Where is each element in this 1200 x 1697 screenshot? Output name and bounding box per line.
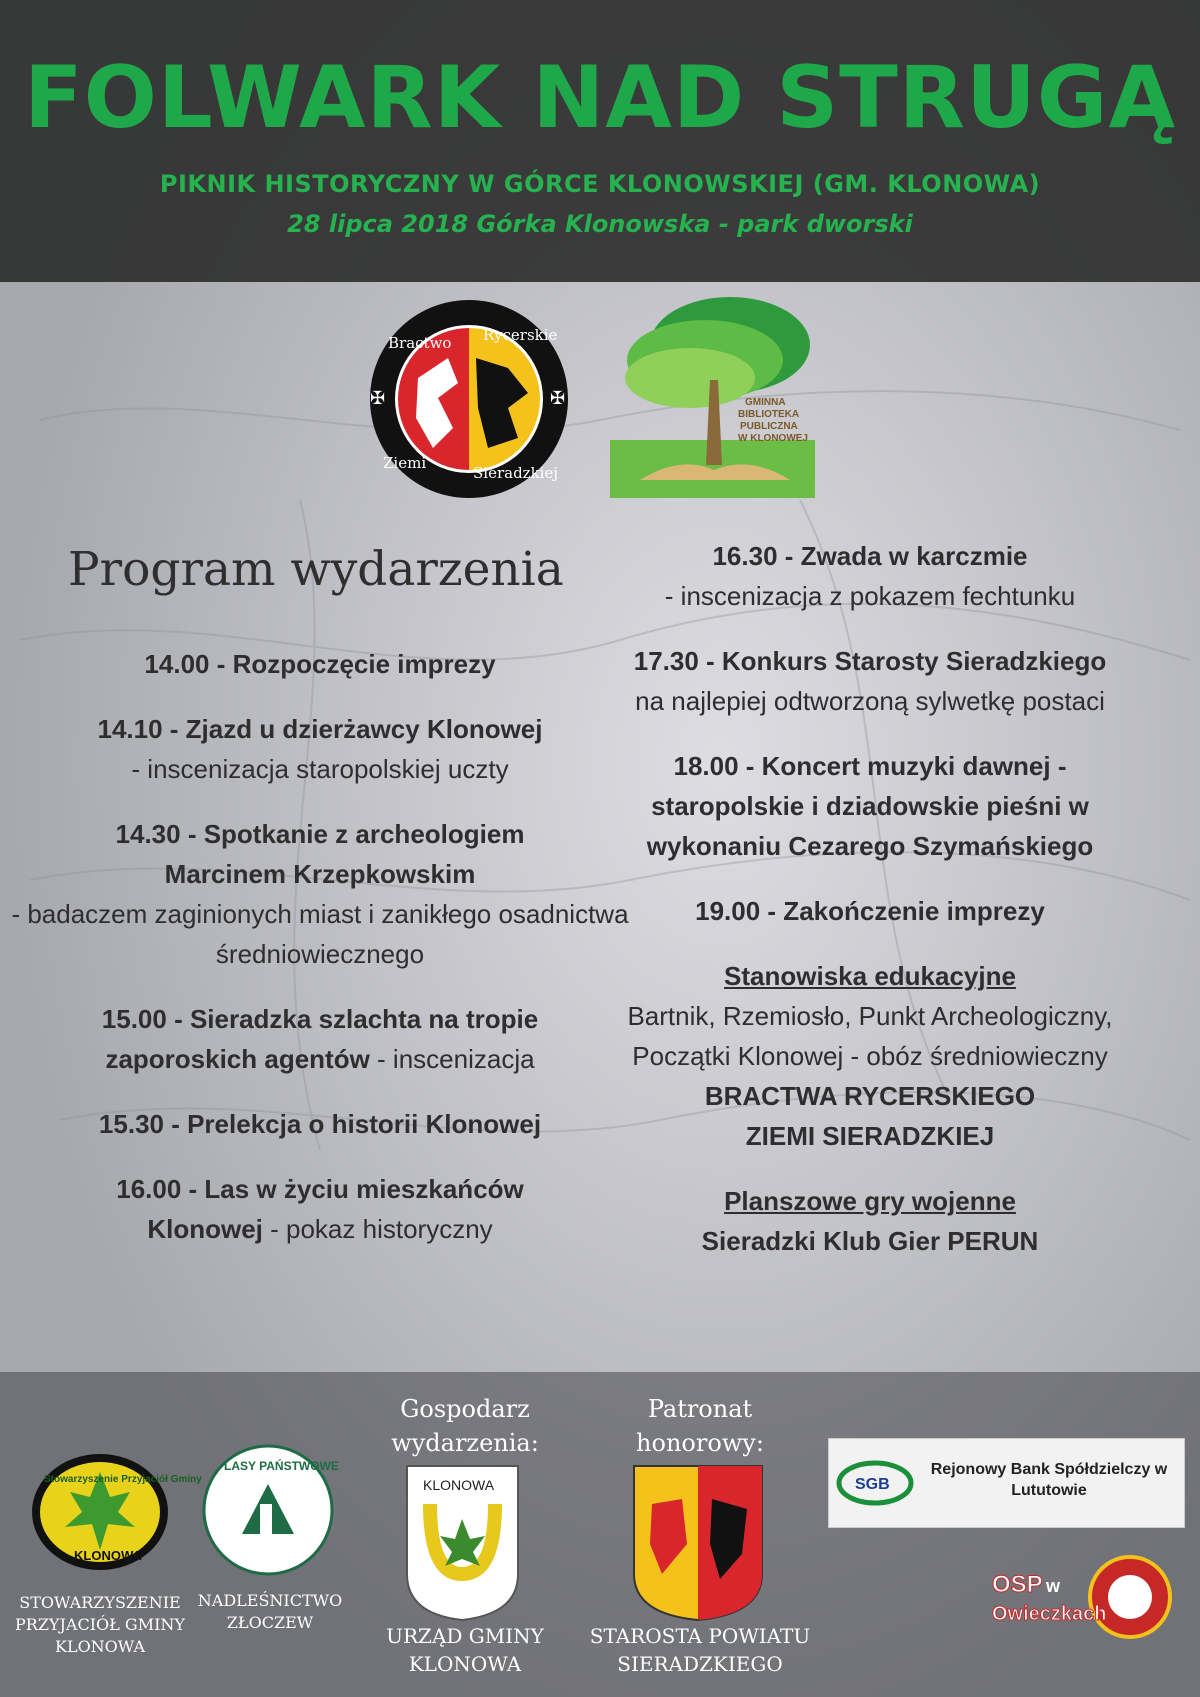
sgb-logo-text: SGB	[855, 1476, 890, 1493]
lasy-label: NADLEŚNICTWO ZŁOCZEW	[197, 1591, 343, 1632]
stanowiska-text: Bartnik, Rzemiosło, Punkt Archeologiczny, Początki Klonowej - obóz średniowieczny	[627, 1001, 1113, 1071]
stowarzyszenie-ring-text: Stowarzyszenie Przyjaciół Gminy	[44, 1474, 202, 1485]
program-left-column	[11, 644, 629, 1274]
item-title: 16.30 - Zwada w karczmie	[712, 541, 1028, 571]
program-item	[40, 644, 600, 684]
item-desc: - badaczem zaginionych miast i zanikłego osadnictwa średniowiecznego	[11, 899, 629, 969]
item-desc: - inscenizacja	[369, 1044, 535, 1074]
gry-club: Sieradzki Klub Gier PERUN	[701, 1226, 1039, 1256]
program-right-column	[590, 536, 1150, 1286]
program-item	[40, 709, 600, 789]
item-desc: - pokaz historyczny	[262, 1214, 493, 1244]
osp-owieczki-logo	[990, 1542, 1190, 1642]
item-title: 19.00 - Zakończenie imprezy	[695, 896, 1045, 926]
stowarzyszenie-bottom-text: KLONOWA	[74, 1548, 142, 1563]
program-item	[40, 1169, 600, 1249]
program-item	[590, 891, 1150, 931]
program-item	[40, 1104, 600, 1144]
svg-text:✠: ✠	[370, 388, 386, 408]
item-desc: - inscenizacja z pokazem fechtunku	[664, 581, 1076, 611]
library-text-2: BIBLIOTEKA	[738, 409, 800, 420]
svg-text:✠: ✠	[550, 388, 566, 408]
item-title: 14.30 - Spotkanie z archeologiem Marcinem Krzepkowskim	[115, 819, 525, 889]
bractwo-rycerskie-logo	[358, 298, 580, 500]
klonowa-crest	[405, 1464, 520, 1622]
program-item	[11, 814, 629, 974]
patronat-label: STAROSTA POWIATU SIERADZKIEGO	[589, 1624, 811, 1676]
stanowiska-heading: Stanowiska edukacyjne	[724, 961, 1016, 991]
biblioteka-logo	[610, 290, 820, 500]
item-title: 14.10 - Zjazd u dzierżawcy Klonowej	[97, 714, 543, 744]
item-title: 17.30 - Konkurs Starosty Sieradzkiego	[633, 646, 1107, 676]
bank-name: Rejonowy Bank Spółdzielczy w Lututowie	[930, 1461, 1168, 1499]
main-content	[0, 282, 1200, 1372]
program-item	[590, 641, 1150, 721]
item-title: 16.00 - Las w życiu mieszkańców Klonowej	[116, 1174, 524, 1244]
footer-sponsors	[0, 1372, 1200, 1697]
osp-text: OSP	[992, 1571, 1043, 1598]
item-title: 18.00 - Koncert muzyki dawnej - staropolskie i dziadowskie pieśni w wykonaniu Cezarego Szymańskiego	[646, 751, 1094, 861]
library-text-1: GMINNA	[745, 397, 786, 408]
gry-heading: Planszowe gry wojenne	[724, 1186, 1016, 1216]
osp-w-text: w	[1046, 1576, 1061, 1596]
program-item	[40, 999, 600, 1079]
stanowiska-bractwo: BRACTWA RYCERSKIEGO ZIEMI SIERADZKIEJ	[704, 1081, 1036, 1151]
item-title: 15.00 - Sieradzka szlachta na tropie zaporoskich agentów	[101, 1004, 539, 1074]
gospodarz-heading: Gospodarz wydarzenia:	[391, 1395, 539, 1457]
header-banner	[0, 0, 1200, 282]
stowarzyszenie-label: STOWARZYSZENIE PRZYJACIÓŁ GMINY KLONOWA	[15, 1593, 185, 1656]
lasy-ring-text: LASY PAŃSTWOWE	[224, 1459, 339, 1473]
item-desc: na najlepiej odtworzoną sylwetkę postaci	[635, 686, 1105, 716]
event-date-place: 28 lipca 2018 Górka Klonowska - park dworski	[287, 210, 913, 238]
sgb-logo	[835, 1457, 915, 1509]
ring-bottom-left-text: Ziemi	[383, 454, 427, 472]
page-title: FOLWARK NAD STRUGĄ	[24, 48, 1176, 148]
ring-bottom-right-text: Sieradzkiej	[473, 464, 558, 482]
program-item	[590, 536, 1150, 616]
ring-top-left-text: Bractwo	[388, 334, 452, 352]
sieradz-county-crest	[632, 1464, 764, 1622]
stanowiska-section	[590, 956, 1150, 1156]
lasy-panstwowe-logo	[202, 1444, 339, 1576]
patronat-heading: Patronat honorowy:	[636, 1395, 764, 1457]
item-title: 15.30 - Prelekcja o historii Klonowej	[98, 1109, 542, 1139]
program-item	[590, 746, 1150, 866]
sgb-bank-banner	[828, 1438, 1185, 1528]
crest-text: KLONOWA	[423, 1477, 495, 1493]
ring-top-right-text: Rycerskie	[483, 326, 558, 344]
library-text-3: PUBLICZNA	[740, 421, 798, 432]
program-heading: Program wydarzenia	[68, 542, 564, 597]
item-desc: - inscenizacja staropolskiej uczty	[131, 754, 509, 784]
library-text-4: W KLONOWEJ	[738, 433, 808, 444]
event-subtitle: PIKNIK HISTORYCZNY W GÓRCE KLONOWSKIEJ (GM. KLONOWA)	[159, 170, 1041, 198]
gry-section	[590, 1181, 1150, 1261]
stowarzyszenie-logo	[30, 1452, 202, 1572]
osp-place-text: Owieczkach	[992, 1603, 1107, 1625]
gospodarz-label: URZĄD GMINY KLONOWA	[386, 1624, 544, 1676]
item-title: 14.00 - Rozpoczęcie imprezy	[144, 649, 496, 679]
